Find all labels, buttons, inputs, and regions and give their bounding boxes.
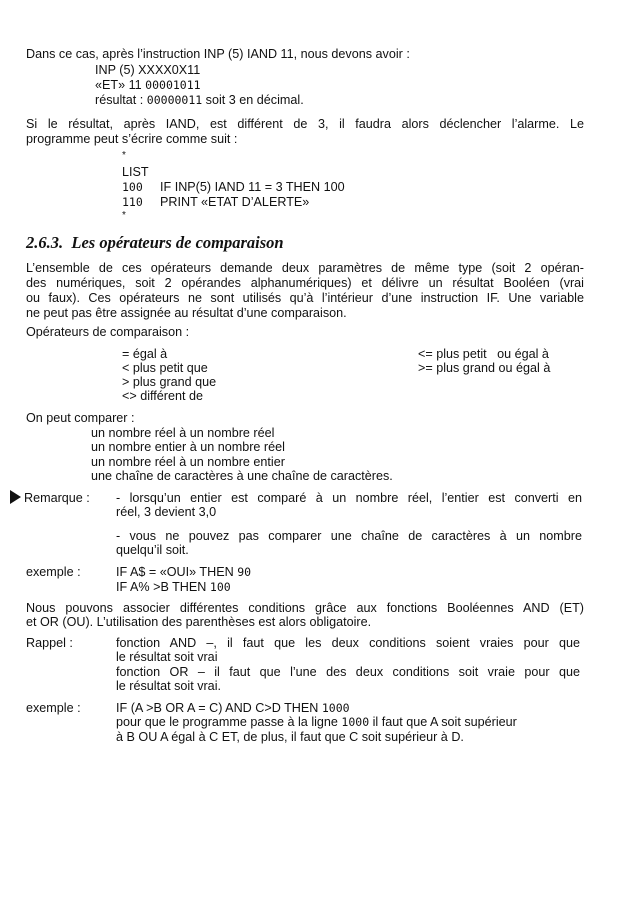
exemple2-code-number: 1000 (321, 701, 350, 715)
compare-intro: On peut comparer : (26, 411, 135, 425)
exemple2-line2-number: 1000 (341, 715, 370, 729)
program-line100-code: IF INP(5) IAND 11 = 3 THEN 100 (160, 180, 345, 194)
compare-item: un nombre réel à un nombre réel (91, 426, 275, 440)
para2-line2: des numériques, soit 2 opérandes alphanumériques) et délivre un résultat Booléen (vrai (26, 276, 584, 290)
remarque2-line1: - vous ne pouvez pas comparer une chaîne de caractères à un nombre (116, 529, 582, 543)
operator-greater: > plus grand que (122, 375, 217, 389)
compare-item: un nombre entier à un nombre réel (91, 440, 285, 454)
para2-line4: ne peut pas être assignée au résultat d’une comparaison. (26, 306, 347, 320)
program-line100-number: 100 (122, 180, 143, 194)
remarque1-line1: - lorsqu’un entier est comparé à un nombre réel, l’entier est converti en (116, 491, 582, 505)
rappel-line2: le résultat soit vrai (116, 650, 218, 664)
remarque-arrow-icon (10, 490, 21, 504)
compare-item: une chaîne de caractères à une chaîne de caractères. (91, 469, 393, 483)
code-line-resultat (95, 93, 304, 107)
rappel-line4: le résultat soit vrai. (116, 679, 221, 693)
resultat-value: 00000011 (146, 93, 203, 107)
resultat-suffix: soit 3 en décimal. (202, 93, 304, 107)
operator-greater-equal: >= plus grand ou égal à (418, 361, 551, 375)
code-line-inp: INP (5) XXXX0X11 (95, 63, 201, 77)
para2-line1: L’ensemble de ces opérateurs demande deux paramètres de même type (soit 2 opéran- (26, 261, 584, 275)
operator-less-equal: <= plus petit ou égal à (418, 347, 549, 361)
exemple1-line1 (116, 565, 251, 579)
para3-line2: et OR (OU). L’utilisation des parenthèses est alors obligatoire. (26, 615, 372, 629)
exemple1-label: exemple : (26, 565, 81, 579)
exemple1-line2 (116, 580, 231, 594)
section-heading (26, 233, 284, 252)
para1-line1: Si le résultat, après IAND, est différent de 3, il faudra alors déclencher l’alarme. Le (26, 117, 584, 131)
exemple1-line2-code: IF A% >B THEN (116, 580, 210, 594)
exemple1-line1-code: IF A$ = «OUI» THEN (116, 565, 238, 579)
operator-equal: = égal à (122, 347, 168, 361)
code-et-value: 00001011 (145, 78, 201, 92)
code-line-et (95, 78, 201, 92)
para3-line1: Nous pouvons associer différentes conditions grâce aux fonctions Booléennes AND (ET) (26, 601, 584, 615)
exemple2-line2-prefix: pour que le programme passe à la ligne (116, 715, 342, 729)
resultat-prefix: résultat : (95, 93, 147, 107)
exemple1-line1-number: 90 (237, 565, 252, 579)
program-mark-top: * (122, 150, 126, 161)
section-title: Les opérateurs de comparaison (71, 233, 284, 252)
operators-intro: Opérateurs de comparaison : (26, 325, 190, 339)
para2-line3: ou faux). Ces opérateurs ne sont utilisés qu’à l’intérieur d’une instruction IF. Une variable (26, 291, 584, 305)
remarque1-line2: réel, 3 devient 3,0 (116, 505, 217, 519)
remarque2-line2: quelqu’il soit. (116, 543, 189, 557)
rappel-line3: fonction OR – il faut que l’une des deux conditions soit vraie pour que (116, 665, 580, 679)
para1-line2: programme peut s’écrire comme suit : (26, 132, 238, 146)
exemple2-code (116, 701, 350, 715)
program-list: LIST (122, 165, 149, 179)
operator-less: < plus petit que (122, 361, 208, 375)
exemple2-line3: à B OU A égal à C ET, de plus, il faut que C soit supérieur à D. (116, 730, 464, 744)
code-et-prefix: «ET» 11 (95, 78, 146, 92)
rappel-label: Rappel : (26, 636, 73, 650)
remarque-label: Remarque : (24, 491, 90, 505)
exemple1-line2-number: 100 (209, 580, 231, 594)
program-line110-number: 110 (122, 195, 143, 209)
exemple2-line2 (116, 715, 517, 729)
program-line110-code: PRINT «ETAT D’ALERTE» (160, 195, 310, 209)
exemple2-line2-suffix: il faut que A soit supérieur (369, 715, 517, 729)
section-number: 2.6.3. (26, 233, 64, 252)
compare-item: un nombre réel à un nombre entier (91, 455, 285, 469)
operator-different: <> différent de (122, 389, 203, 403)
exemple2-label: exemple : (26, 701, 81, 715)
rappel-line1: fonction AND –, il faut que les deux conditions soient vraies pour que (116, 636, 580, 650)
program-mark-bottom: * (122, 210, 126, 221)
exemple2-code-text: IF (A >B OR A = C) AND C>D THEN (116, 701, 322, 715)
intro-line: Dans ce cas, après l’instruction INP (5) IAND 11, nous devons avoir : (26, 47, 410, 61)
